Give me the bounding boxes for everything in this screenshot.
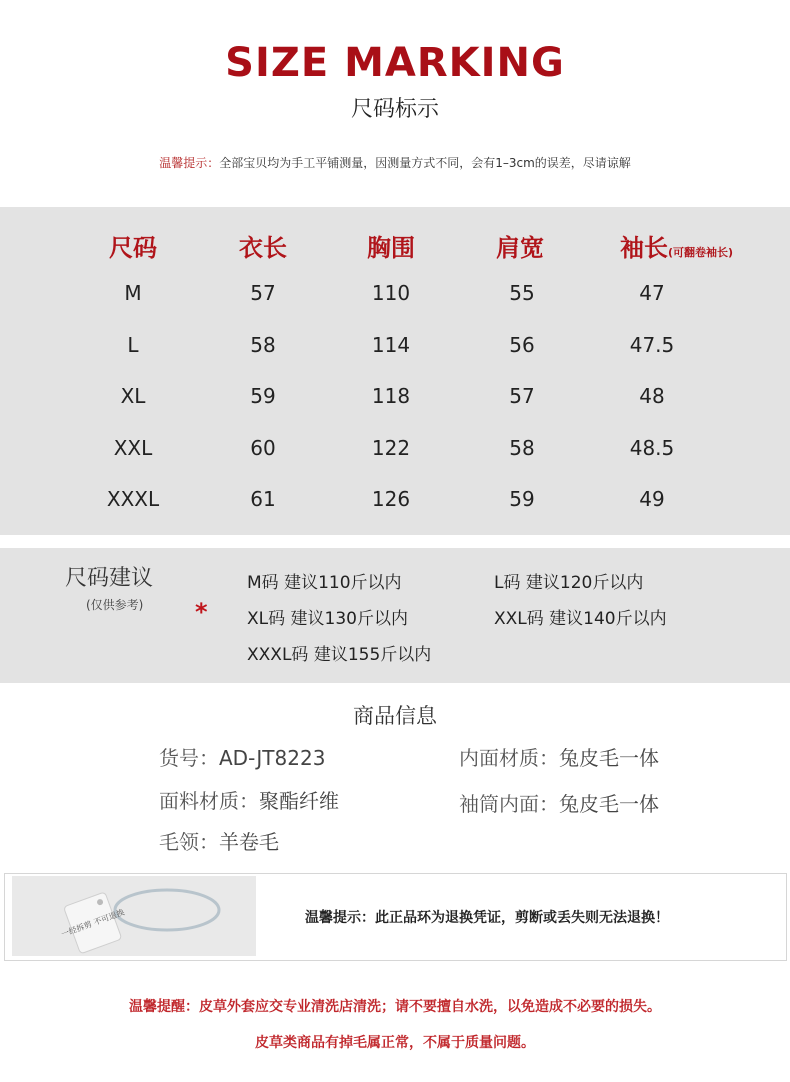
sleeve-label: 袖长: [620, 234, 668, 262]
table-cell: M: [124, 281, 142, 305]
table-cell: 58: [250, 333, 276, 357]
table-cell: 49: [639, 487, 665, 511]
info-label: 毛领：: [159, 830, 219, 854]
page-title-cn: 尺码标示: [350, 97, 439, 122]
table-cell: 47: [639, 281, 665, 305]
recommendation-subtitle: (仅供参考): [86, 598, 144, 612]
measurement-tip: [0, 154, 790, 171]
security-tag-icon: [12, 876, 256, 956]
recommendation-title: 尺码建议: [65, 566, 154, 591]
table-cell: 59: [509, 487, 535, 511]
table-cell: XXXL: [106, 487, 160, 511]
col-header-shoulder: 肩宽: [496, 234, 544, 262]
recommendation-item: XXL码 建议140斤以内: [494, 609, 667, 629]
info-label: 内面材质：: [459, 746, 559, 770]
info-label: 袖筒内面：: [459, 792, 559, 816]
info-label: 面料材质：: [159, 789, 259, 813]
tip-text: 全部宝贝均为手工平铺测量，因测量方式不同，会有1–3cm的误差，尽请谅解: [219, 156, 631, 170]
col-header-chest: 胸围: [367, 234, 415, 262]
info-item-fabric: [159, 785, 339, 814]
info-item-sleeve-lining: [459, 788, 659, 817]
table-cell: 57: [509, 384, 535, 408]
table-cell: 122: [371, 436, 411, 460]
table-cell: 110: [371, 281, 411, 305]
table-cell: 47.5: [629, 333, 675, 357]
table-cell: 118: [371, 384, 411, 408]
info-item-lining: [459, 742, 659, 771]
col-header-sleeve: [620, 228, 770, 263]
table-cell: XXL: [113, 436, 153, 460]
page-title-en: SIZE MARKING: [225, 40, 565, 86]
asterisk-icon: *: [195, 598, 208, 626]
table-cell: 114: [371, 333, 411, 357]
recommendation-item: XXXL码 建议155斤以内: [247, 645, 432, 665]
info-item-sku: [159, 742, 325, 771]
table-cell: 58: [509, 436, 535, 460]
shedding-notice: 皮草类商品有掉毛属正常，不属于质量问题。: [255, 1035, 535, 1051]
table-cell: XL: [120, 384, 146, 408]
table-cell: 126: [371, 487, 411, 511]
recommendation-item: L码 建议120斤以内: [494, 573, 644, 593]
info-value: 兔皮毛一体: [559, 792, 659, 816]
table-cell: L: [127, 333, 139, 357]
info-value: AD-JT8223: [219, 746, 326, 770]
table-cell: 56: [509, 333, 535, 357]
col-header-length: 衣长: [239, 234, 287, 262]
table-cell: 59: [250, 384, 276, 408]
table-cell: 48: [639, 384, 665, 408]
security-tag-image: [12, 876, 256, 956]
recommendation-item: XL码 建议130斤以内: [247, 609, 408, 629]
tag-notice-text: 温馨提示：此正品环为退换凭证，剪断或丢失则无法退换！: [305, 910, 669, 926]
col-header-size: 尺码: [109, 234, 157, 262]
product-info-title: 商品信息: [353, 704, 437, 728]
table-cell: 57: [250, 281, 276, 305]
tip-label: 温馨提示：: [159, 156, 220, 170]
info-value: 聚酯纤维: [259, 789, 339, 813]
info-value: 兔皮毛一体: [559, 746, 659, 770]
table-cell: 48.5: [629, 436, 675, 460]
table-cell: 61: [250, 487, 276, 511]
recommendation-item: M码 建议110斤以内: [247, 573, 402, 593]
tag-label-text: 一经拆剪 不可退换: [60, 907, 126, 939]
sleeve-note: (可翻卷袖长): [668, 246, 734, 259]
info-value: 羊卷毛: [219, 830, 279, 854]
table-cell: 60: [250, 436, 276, 460]
info-item-collar: [159, 826, 279, 855]
table-cell: 55: [509, 281, 535, 305]
info-label: 货号：: [159, 746, 219, 770]
care-warning: 温馨提醒：皮草外套应交专业清洗店清洗；请不要擅自水洗，以免造成不必要的损失。: [129, 999, 661, 1015]
